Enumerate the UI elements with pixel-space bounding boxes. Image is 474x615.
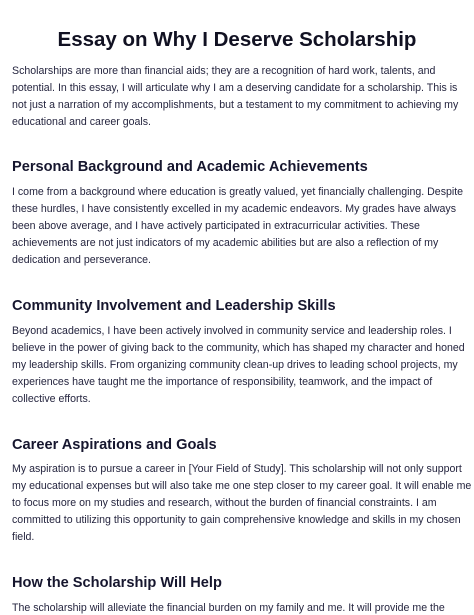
paragraph-line: My aspiration is to pursue a career in [Your Field of Study]. This scholarship will not only support bbox=[12, 463, 462, 475]
paragraph-line: not just a narration of my accomplishments, but a testament to my commitment to achieving my bbox=[12, 99, 459, 111]
paragraph-line: I come from a background where education is greatly valued, yet financially challenging. Despite bbox=[12, 186, 464, 198]
section-heading-community: Community Involvement and Leadership Skills bbox=[12, 298, 336, 314]
paragraph-line: believe in the power of giving back to the community, which has shaped my character and honed bbox=[12, 342, 465, 354]
paragraph-line: field. bbox=[12, 531, 35, 543]
paragraph-line: dedication and perseverance. bbox=[12, 254, 151, 266]
paragraph-line: experiences have taught me the importance of responsibility, teamwork, and the impact of bbox=[12, 376, 433, 388]
paragraph-line: to focus more on my studies and research, without the burden of financial constraints. I am bbox=[12, 497, 437, 509]
paragraph-line: Scholarships are more than financial aids; they are a recognition of hard work, talents, and bbox=[12, 65, 436, 77]
paragraph-line: educational and career goals. bbox=[12, 116, 151, 128]
paragraph-line: these hurdles, I have consistently excelled in my academic endeavors. My grades have always bbox=[12, 203, 456, 215]
paragraph-line: my educational expenses but will also take me one step closer to my career goal. It will enable me bbox=[12, 480, 472, 492]
paragraph-line: potential. In this essay, I will articulate why I am a deserving candidate for a scholarship. This is bbox=[12, 82, 458, 94]
paragraph-line: collective efforts. bbox=[12, 393, 91, 405]
intro-paragraph bbox=[12, 63, 464, 131]
paragraph-line: The scholarship will alleviate the financial burden on my family and me. It will provide me the bbox=[12, 602, 445, 614]
paragraph-line: Beyond academics, I have been actively involved in community service and leadership roles. I bbox=[12, 325, 452, 337]
paragraph-line: my leadership skills. From organizing community clean-up drives to leading school projects, my bbox=[12, 359, 458, 371]
section-heading-scholarship-help: How the Scholarship Will Help bbox=[12, 575, 222, 591]
section-paragraph-community bbox=[12, 323, 464, 408]
section-heading-career: Career Aspirations and Goals bbox=[12, 437, 217, 453]
paragraph-line: been above average, and I have actively participated in extracurricular activities. These bbox=[12, 220, 420, 232]
section-paragraph-scholarship-help bbox=[12, 600, 464, 615]
section-heading-background: Personal Background and Academic Achievements bbox=[12, 159, 368, 175]
document-title: Essay on Why I Deserve Scholarship bbox=[57, 28, 417, 51]
paragraph-line: achievements are not just indicators of my academic abilities but are also a reflection of my bbox=[12, 237, 439, 249]
section-paragraph-career bbox=[12, 461, 472, 546]
paragraph-line: committed to utilizing this opportunity to gain comprehensive knowledge and skills in my chosen bbox=[12, 514, 461, 526]
section-paragraph-background bbox=[12, 184, 464, 269]
